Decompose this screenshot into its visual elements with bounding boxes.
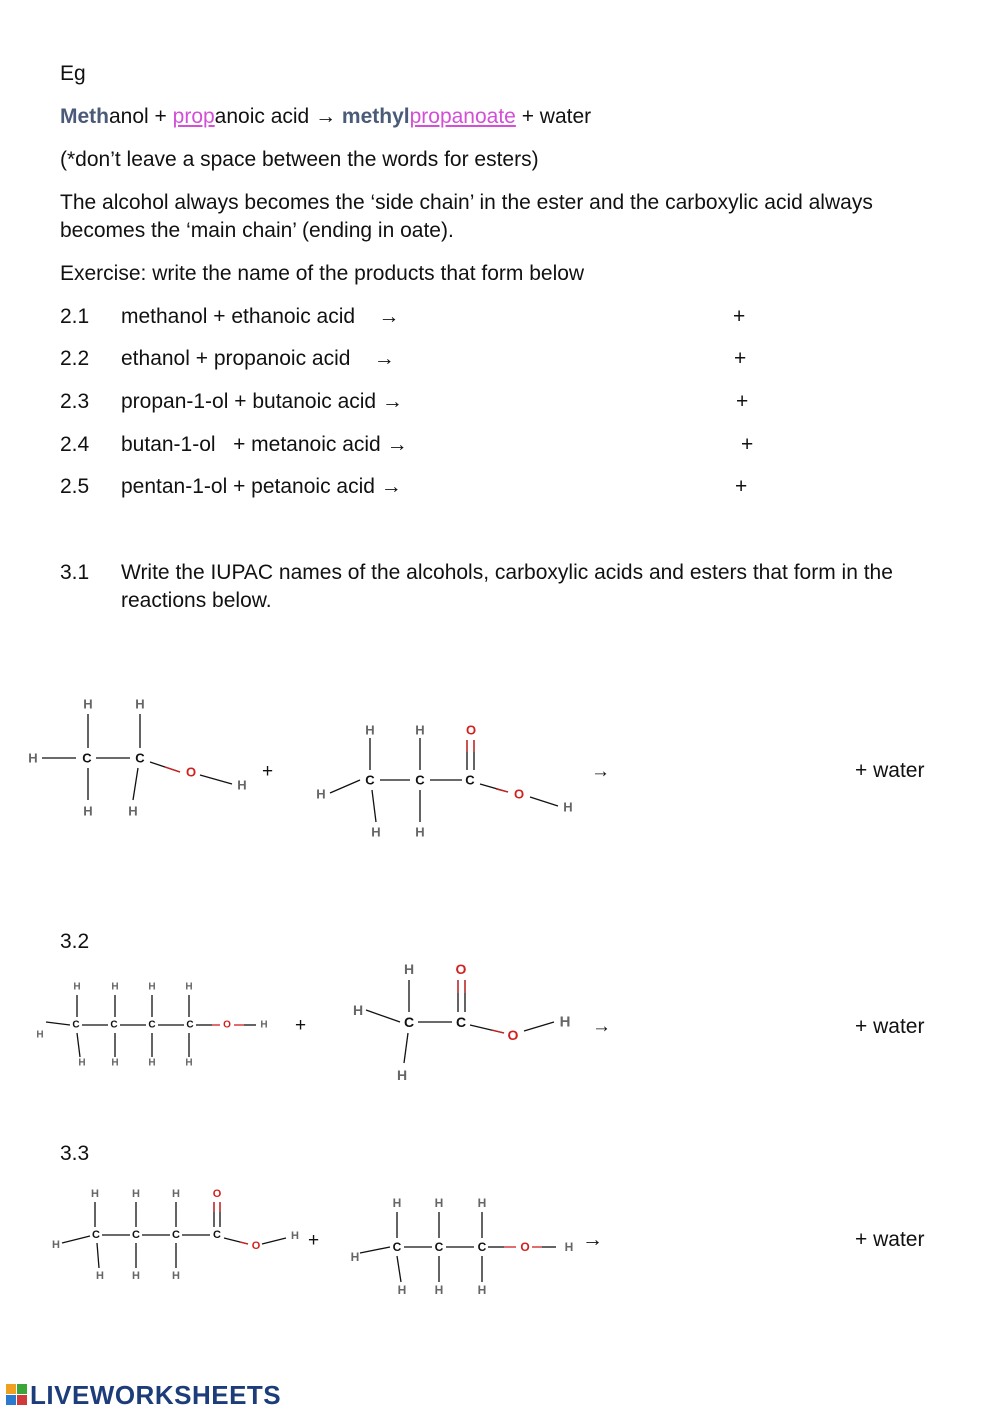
atom-c: C: [148, 1019, 156, 1031]
atom-c: C: [415, 772, 425, 788]
example-anol: anol +: [109, 105, 173, 128]
atom-h: H: [78, 1057, 86, 1069]
exercise-plus: +: [741, 433, 754, 456]
atom-h: H: [132, 1188, 140, 1200]
atom-h: H: [397, 1283, 407, 1297]
atom-h: H: [352, 1002, 364, 1018]
exercise-reaction: ethanol + propanoic acid →: [121, 347, 395, 370]
atom-h: H: [73, 981, 81, 993]
example-propanoate: propanoate: [409, 105, 516, 128]
atom-c: C: [477, 1240, 487, 1254]
exercise-num: 2.4: [60, 433, 90, 456]
atom-c: C: [82, 750, 92, 766]
atom-h: H: [563, 799, 573, 815]
exercise-plus: +: [735, 475, 748, 498]
atom-h: H: [477, 1196, 487, 1210]
atom-h: H: [91, 1188, 99, 1200]
atom-h: H: [135, 696, 145, 712]
example-methyl: methyl: [341, 105, 410, 128]
eg-label: Eg: [60, 62, 86, 85]
question-3-2-number: 3.2: [60, 930, 90, 953]
atom-h: H: [36, 1029, 44, 1041]
atom-c: C: [186, 1019, 194, 1031]
note-text: (*don’t leave a space between the words for esters): [60, 148, 539, 171]
atom-c: C: [135, 750, 145, 766]
atom-o: O: [212, 1188, 222, 1200]
exercise-plus: +: [733, 305, 746, 328]
water-label: + water: [855, 1228, 925, 1251]
atom-h: H: [148, 1057, 156, 1069]
propanol-structure: [340, 1190, 580, 1300]
logo-text: LIVEWORKSHEETS: [30, 1380, 282, 1410]
atom-c: C: [403, 1014, 415, 1030]
atom-o: O: [223, 1019, 231, 1031]
atom-h: H: [415, 722, 425, 738]
atom-c: C: [434, 1240, 444, 1254]
water-label: + water: [855, 759, 925, 782]
exercise-num: 2.1: [60, 305, 90, 328]
atom-o: O: [507, 1027, 519, 1043]
example-equation: [60, 103, 591, 131]
atom-h: H: [260, 1019, 268, 1031]
exercise-reaction: methanol + ethanoic acid →: [121, 305, 400, 328]
water-label: + water: [855, 1015, 925, 1038]
atom-c: C: [392, 1240, 402, 1254]
plus-sign: +: [262, 761, 274, 782]
butanol-structure: [0, 975, 290, 1085]
atom-h: H: [396, 1067, 408, 1083]
atom-h: H: [365, 722, 375, 738]
example-meth: Meth: [60, 105, 109, 128]
atom-o: O: [520, 1240, 530, 1254]
example-anoic: anoic acid →: [214, 105, 342, 128]
arrow: →: [582, 1228, 603, 1251]
atom-o: O: [465, 722, 477, 738]
butanoic-acid-structure: [40, 1180, 310, 1290]
exercise-reaction: pentan-1-ol + petanoic acid →: [121, 475, 402, 498]
atom-c: C: [92, 1229, 100, 1241]
atom-h: H: [83, 803, 93, 819]
logo-grid-icon: [6, 1384, 28, 1406]
atom-h: H: [415, 824, 425, 840]
rule-paragraph: The alcohol always becomes the ‘side chain’ in the ester and the carboxylic acid always becomes the ‘main chain’ (ending in oate).: [60, 191, 873, 242]
atom-o: O: [513, 786, 525, 802]
atom-h: H: [559, 1013, 571, 1031]
question-3-3-number: 3.3: [60, 1142, 90, 1165]
exercise-instruction: Exercise: write the name of the products that form below: [60, 262, 585, 285]
atom-h: H: [28, 750, 38, 766]
atom-h: H: [148, 981, 156, 993]
atom-h: H: [434, 1283, 444, 1297]
question-3-1-number: 3.1: [60, 561, 90, 584]
atom-h: H: [52, 1239, 60, 1251]
atom-h: H: [316, 786, 326, 802]
atom-h: H: [111, 981, 119, 993]
atom-c: C: [365, 772, 375, 788]
exercise-plus: +: [736, 390, 749, 413]
atom-h: H: [172, 1270, 180, 1282]
atom-c: C: [110, 1019, 118, 1031]
atom-h: H: [111, 1057, 119, 1069]
ethanol-structure: [0, 680, 300, 830]
atom-c: C: [172, 1229, 180, 1241]
atom-h: H: [403, 961, 415, 977]
example-water: + water: [515, 105, 592, 128]
atom-c: C: [213, 1229, 221, 1241]
atom-c: C: [72, 1019, 80, 1031]
atom-h: H: [237, 777, 247, 793]
atom-o: O: [251, 1240, 261, 1252]
atom-c: C: [455, 1014, 467, 1030]
atom-h: H: [132, 1270, 140, 1282]
atom-h: H: [291, 1230, 299, 1242]
atom-c: C: [132, 1229, 140, 1241]
atom-h: H: [83, 696, 93, 712]
atom-h: H: [172, 1188, 180, 1200]
atom-h: H: [96, 1270, 104, 1282]
atom-h: H: [350, 1250, 360, 1264]
atom-h: H: [477, 1283, 487, 1297]
atom-h: H: [371, 824, 381, 840]
question-3-1-text: Write the IUPAC names of the alcohols, carboxylic acids and esters that form in the reactions below.: [121, 561, 893, 612]
exercise-reaction: propan-1-ol + butanoic acid →: [121, 390, 403, 413]
arrow: →: [592, 1016, 611, 1037]
example-prop: prop: [172, 105, 215, 128]
atom-h: H: [392, 1196, 402, 1210]
atom-h: H: [185, 1057, 193, 1069]
exercise-num: 2.5: [60, 475, 90, 498]
exercise-num: 2.2: [60, 347, 90, 370]
atom-o: O: [185, 764, 197, 780]
atom-o: O: [455, 961, 467, 977]
exercise-plus: +: [734, 347, 747, 370]
atom-h: H: [434, 1196, 444, 1210]
atom-h: H: [564, 1240, 574, 1254]
exercise-num: 2.3: [60, 390, 90, 413]
plus-sign: +: [295, 1015, 307, 1036]
plus-sign: +: [308, 1230, 320, 1251]
arrow: →: [591, 761, 610, 782]
atom-h: H: [185, 981, 193, 993]
ethanoic-acid-structure: [340, 955, 590, 1085]
atom-c: C: [465, 772, 475, 788]
atom-h: H: [128, 803, 138, 819]
propanoic-acid-structure: [300, 710, 600, 850]
exercise-reaction: butan-1-ol + metanoic acid →: [121, 433, 408, 456]
